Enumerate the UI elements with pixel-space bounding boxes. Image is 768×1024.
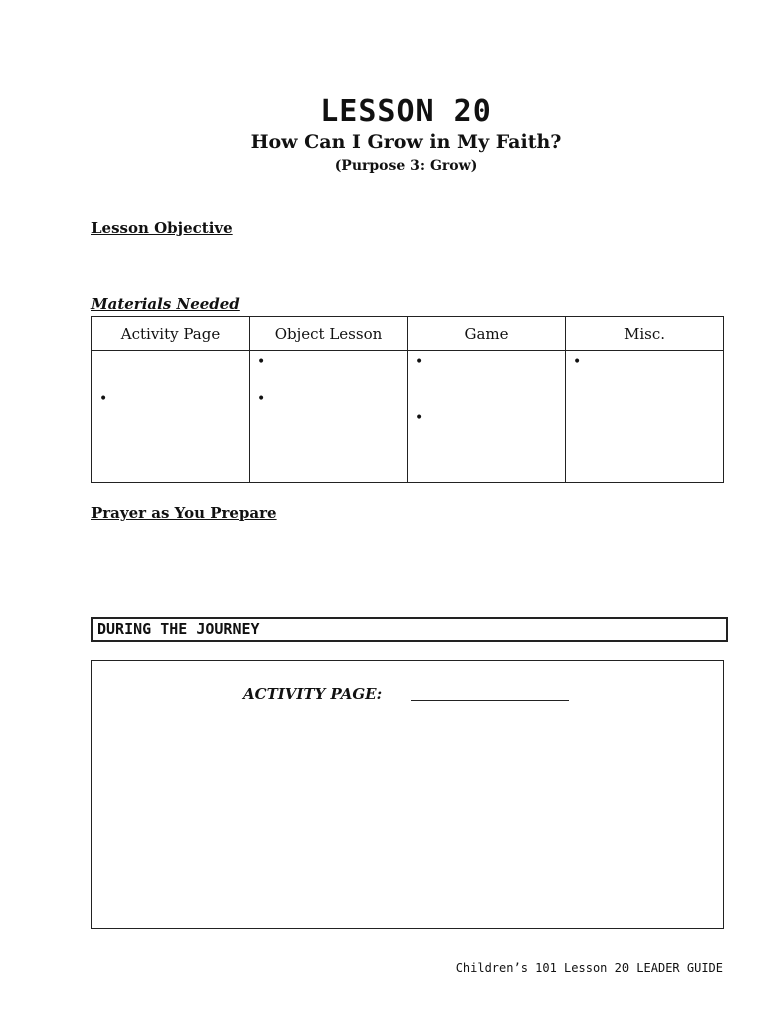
activity-page-label: ACTIVITY PAGE: (243, 685, 383, 703)
column-header-activity-page: Activity Page (92, 317, 250, 351)
column-header-object-lesson: Object Lesson (250, 317, 408, 351)
object-lesson-cell (250, 351, 408, 483)
bullet-point: • (415, 354, 424, 370)
bullet-point: • (257, 391, 266, 407)
column-header-game: Game (408, 317, 566, 351)
prayer-heading: Prayer as You Prepare (91, 504, 277, 522)
misc-cell (566, 351, 724, 483)
materials-needed-heading: Materials Needed (91, 295, 240, 313)
bullet-point: • (573, 354, 582, 370)
during-the-journey-banner: DURING THE JOURNEY (91, 617, 728, 642)
lesson-subtitle: How Can I Grow in My Faith? (250, 131, 562, 153)
activity-page-box (91, 660, 724, 929)
page-footer: Children’s 101 Lesson 20 LEADER GUIDE (455, 961, 723, 975)
lesson-objective-heading: Lesson Objective (91, 219, 233, 237)
lesson-purpose: (Purpose 3: Grow) (334, 158, 478, 174)
game-cell (408, 351, 566, 483)
column-header-misc: Misc. (566, 317, 724, 351)
materials-table (91, 316, 724, 483)
bullet-point: • (99, 391, 108, 407)
bullet-point: • (257, 354, 266, 370)
activity-page-blank-line (411, 700, 569, 701)
lesson-title: LESSON 20 (320, 94, 492, 129)
bullet-point: • (415, 410, 424, 426)
activity-page-cell (92, 351, 250, 483)
